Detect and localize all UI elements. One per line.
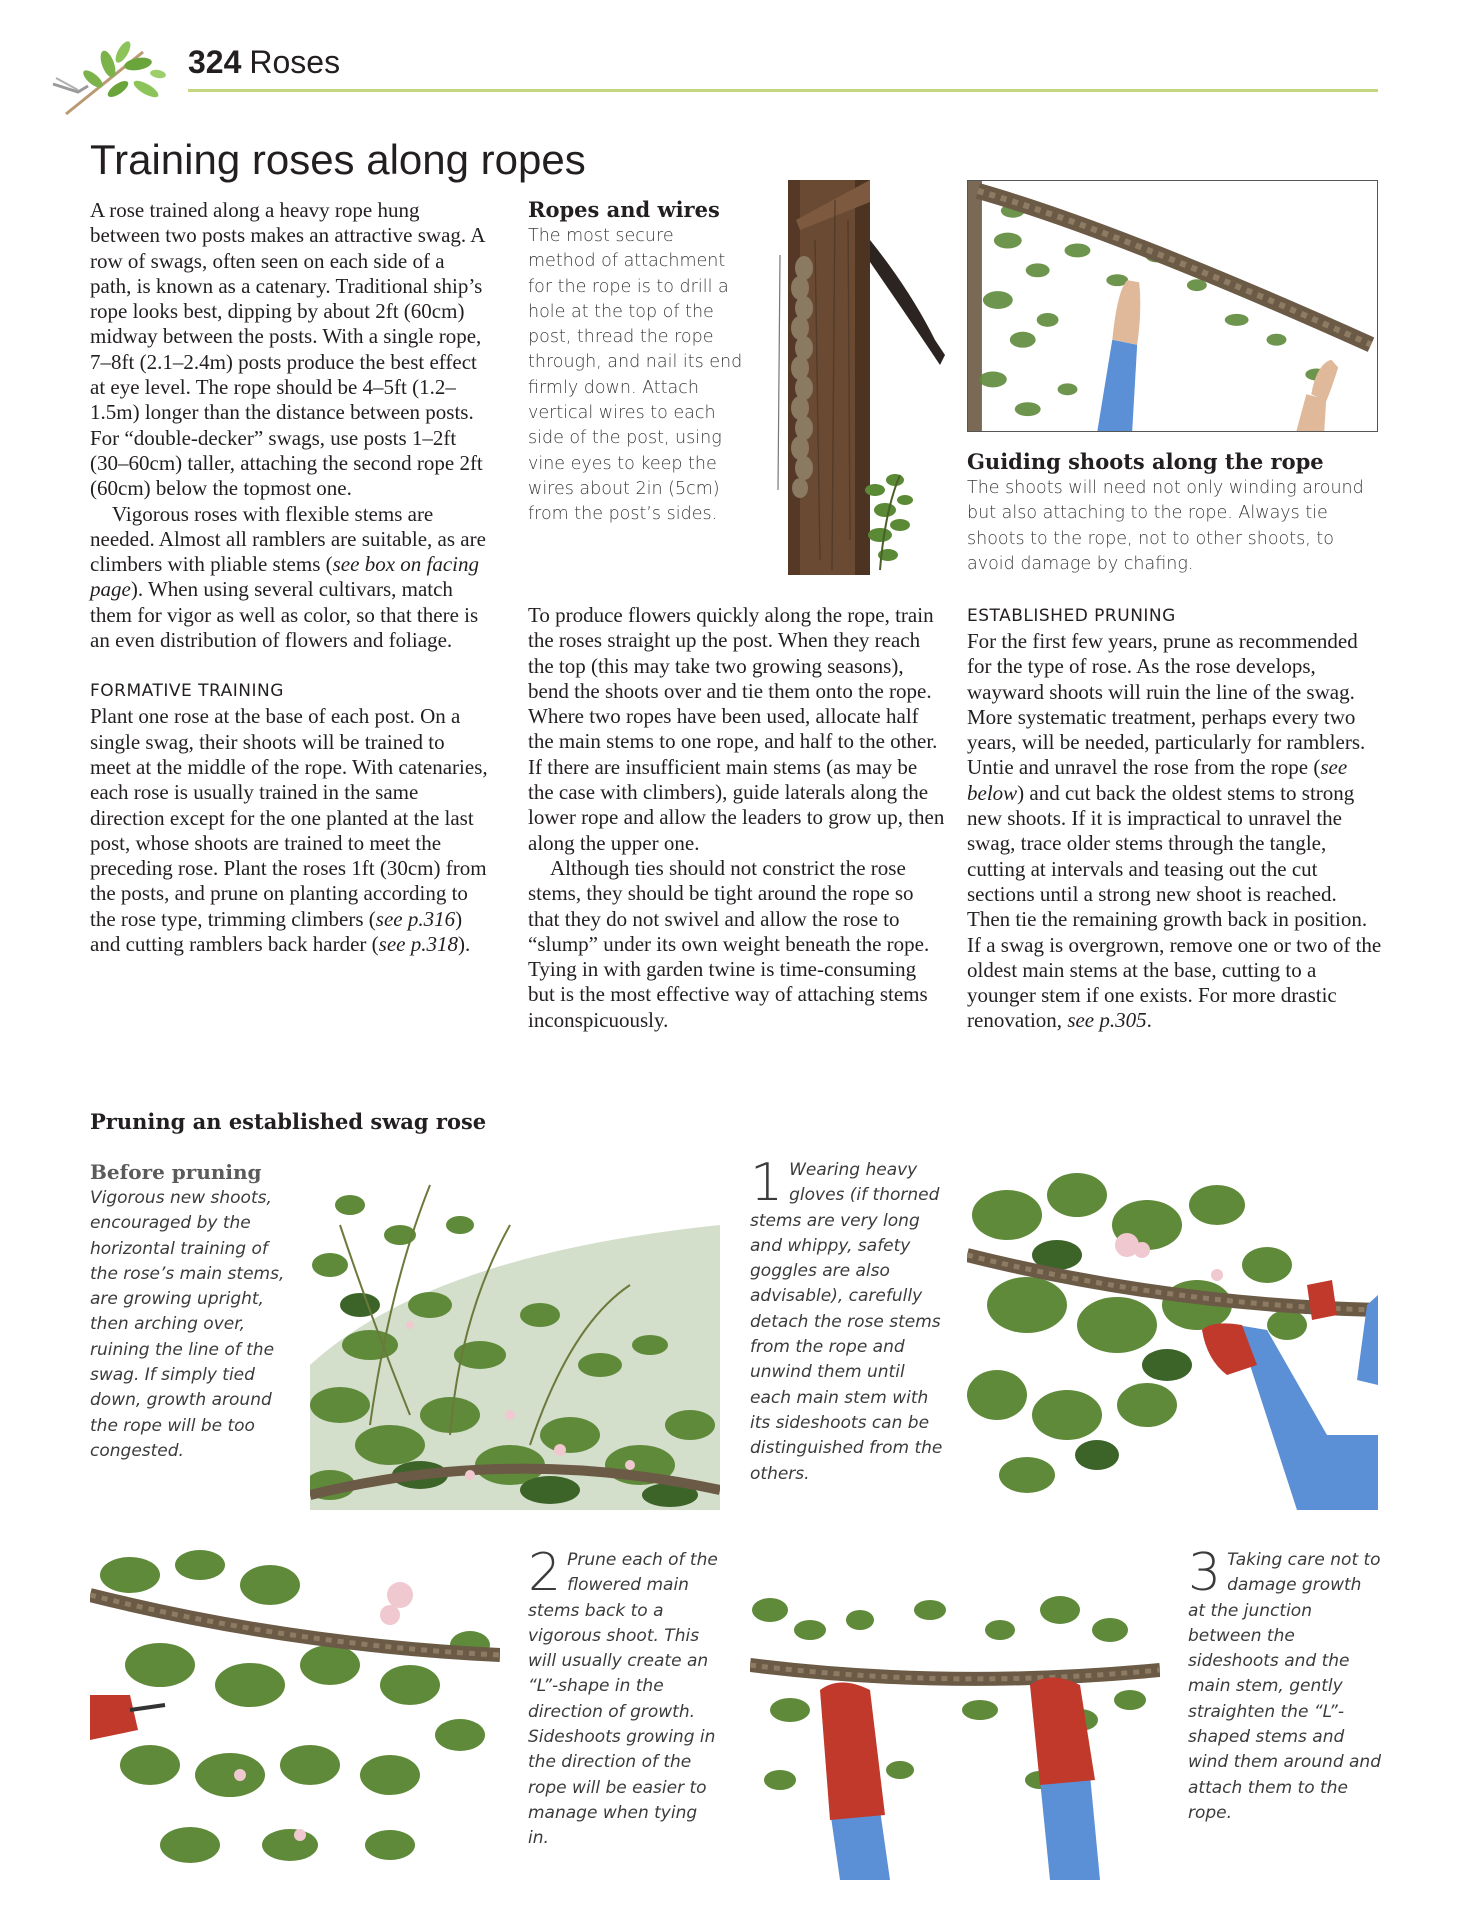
cross-reference: see p.318 <box>378 932 458 957</box>
column-3 <box>967 603 1382 1034</box>
step-2-caption <box>528 1543 723 1852</box>
subhead-formative-training: FORMATIVE TRAINING <box>90 681 284 702</box>
step-3-photo <box>750 1580 1160 1880</box>
paragraph-vigorous: Vigorous roses with flexible stems are needed. Almost all ramblers are suitable, as are climbers with pliable stems (see box on facing page). When using several cultivars, match them for vigor as well as color, so that there is an even distribution of flowers and foliage. <box>90 501 486 653</box>
post-with-rope-photo <box>760 180 950 575</box>
sprig-logo-icon <box>48 34 168 124</box>
column-2 <box>528 603 948 1033</box>
before-pruning-text: Vigorous new shoots, encouraged by the horizontal training of the rose’s main stems, are growing upright, then arching over, ruining the line of the swag. If simply tied down, growth around the rope will be too congested. <box>90 1188 285 1461</box>
step-number: 1 <box>750 1153 784 1213</box>
guiding-shoots-photo <box>967 180 1378 432</box>
step-3-text: Taking care not to damage growth at the junction between the sideshoots and the main stem, gently straighten the “L”-shaped stems and wind them around and attach them to the rope. <box>1188 1550 1381 1823</box>
paragraph-produce-flowers: To produce flowers quickly along the rope, train the roses straight up the post. When they reach the top (this may take two growing seasons), bend the shoots over and tie them onto the rope. Where two ropes have been used, allocate half the main stems to one rope, and half to the other. If there are insufficient main stems (as may be the case with climbers), guide laterals along the lower rope and allow the leaders to grow up, then along the upper one. <box>528 603 945 855</box>
step-1-caption <box>750 1153 945 1487</box>
cross-reference: see box on facing page <box>90 552 479 602</box>
step-2-photo <box>90 1545 500 1875</box>
cross-reference: see p.305 <box>1067 1008 1147 1033</box>
before-pruning-caption <box>90 1158 290 1464</box>
paragraph-ties: Although ties should not constrict the rose stems, they should be tight around the rope so that they do not swivel and allow the rose to “slump” under its own weight beneath the rope. Tying in with garden twine is time-consuming but is the most effective way of attaching stems inconspicuously. <box>528 855 930 1032</box>
before-pruning-photo <box>310 1165 720 1510</box>
pruning-section-title: Pruning an established swag rose <box>90 1109 487 1134</box>
step-1-photo <box>967 1155 1378 1510</box>
subhead-established-pruning: ESTABLISHED PRUNING <box>967 606 1176 626</box>
paragraph-intro: A rose trained along a heavy rope hung between two posts makes an attractive swag. A row of swags, often seen on each side of a path, is known as a catenary. Traditional ship’s rope looks best, dipping by about 2ft (60cm) midway between the posts. With a single rope, 7–8ft (2.1–2.4m) posts produce the best effect at eye level. The rope should be 4–5ft (1.2–1.5m) longer than the distance between posts. For “double-decker” swags, use posts 1–2ft (30–60cm) taller, attaching the second rope 2ft (60cm) below the topmost one. <box>90 198 485 501</box>
step-3-caption <box>1188 1543 1383 1826</box>
ropes-and-wires-box <box>528 196 743 528</box>
page-title: Training roses along ropes <box>90 136 586 183</box>
guiding-shoots-heading: Guiding shoots along the rope <box>967 449 1324 474</box>
cross-reference: see p.316 <box>375 906 456 931</box>
header-rule <box>188 89 1378 92</box>
section-name: Roses <box>249 44 341 80</box>
step-number: 3 <box>1188 1543 1222 1603</box>
ropes-and-wires-heading: Ropes and wires <box>528 197 720 222</box>
column-1 <box>90 198 490 957</box>
ropes-and-wires-text: The most secure method of attachment for the rope is to drill a hole at the top of the post, thread the rope through, and nail its end firmly down. Attach vertical wires to each side of the post, using vine eyes to keep the wires about 2in (5cm) from the post’s sides. <box>528 226 743 525</box>
paragraph-established: For the first few years, prune as recommended for the type of rose. As the rose develops, wayward shoots will ruin the line of the swag. More systematic treatment, perhaps every two years, will be needed, particularly for ramblers. Untie and unravel the rose from the rope (see below) and cut back the oldest stems to strong new shoots. If it is impractical to unravel the swag, trace older stems through the tangle, cutting at intervals and teasing out the cut sections until a strong new shoot is reached. Then tie the remaining growth back in position. If a swag is overgrown, remove one or two of the oldest main stems at the base, cutting to a younger stem if one exists. For more drastic renovation, see p.305. <box>967 629 1382 1033</box>
step-1-text: Wearing heavy gloves (if thorned stems are very long and whippy, safety goggles are also advisable), carefully detach the rose stems from the rope and unwind them until each main stem with its sideshoots can be distinguished from the others. <box>750 1160 943 1484</box>
step-2-text: Prune each of the flowered main stems back to a vigorous shoot. This will usually create an “L”-shape in the direction of growth. Sideshoots growing in the direction of the rope will be easier to manage when tying in. <box>528 1550 718 1849</box>
cross-reference: see below <box>967 755 1348 805</box>
paragraph-formative: Plant one rose at the base of each post. On a single swag, their shoots will be trained to meet at the middle of the rope. With catenaries, each rose is usually trained in the same direction except for the one planted at the last post, whose shoots are trained to meet the preceding rose. Plant the roses 1ft (30cm) from the posts, and prune on planting according to the rose type, trimming climbers (see p.316) and cutting ramblers back harder (see p.318). <box>90 704 488 957</box>
running-header <box>188 44 340 81</box>
step-number: 2 <box>528 1543 562 1603</box>
before-pruning-heading: Before pruning <box>90 1160 262 1184</box>
guiding-shoots-box <box>967 448 1382 577</box>
guiding-shoots-text: The shoots will need not only winding around but also attaching to the rope. Always tie shoots to the rope, not to other shoots, to avoid damage by chafing. <box>967 478 1364 574</box>
page-number: 324 <box>188 44 242 80</box>
